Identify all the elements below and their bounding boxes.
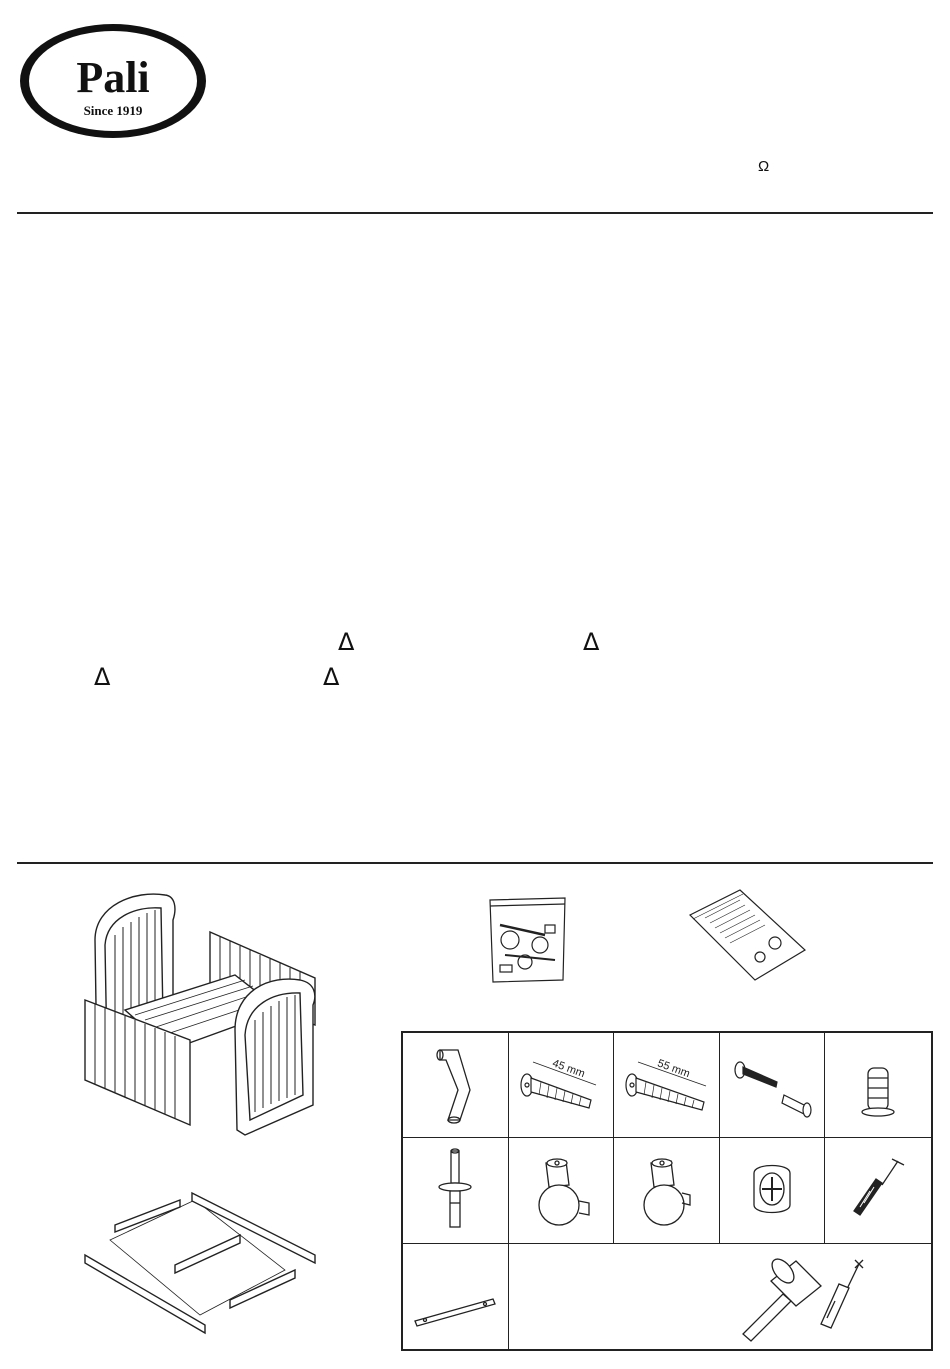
- allen-key-icon: [420, 1040, 490, 1130]
- part-barrel-nut-bolt: [720, 1033, 826, 1138]
- tools-required: [509, 1244, 931, 1349]
- header-symbol: Ω: [758, 158, 770, 175]
- warning-symbol: Δ: [338, 628, 355, 656]
- part-metal-rod: [403, 1244, 509, 1349]
- pali-logo: [18, 22, 208, 140]
- top-divider: [17, 212, 933, 214]
- part-bolt-55mm: [614, 1033, 720, 1138]
- bottom-divider: [17, 862, 933, 864]
- barrel-nut-bolt-icon: [722, 1040, 822, 1130]
- part-locking-caster: [614, 1138, 720, 1243]
- caster-wheel-icon: [521, 1143, 601, 1238]
- part-caster-wheel: [509, 1138, 615, 1243]
- warning-symbol: Δ: [583, 628, 600, 656]
- metal-rod-icon: [405, 1249, 505, 1344]
- dowel-pin-icon: [425, 1143, 485, 1238]
- mattress-support-illustration: [80, 1185, 320, 1335]
- hardware-bag-icon: [485, 890, 570, 985]
- warning-symbol: Δ: [323, 663, 340, 691]
- bolt-45-label: 45 mm: [550, 1057, 587, 1081]
- brand-name: Pali: [76, 53, 150, 102]
- brand-tagline: Since 1919: [83, 103, 143, 118]
- part-hex-key-tool: [825, 1138, 931, 1243]
- instruction-sheet-icon: [685, 885, 810, 985]
- wooden-plug-icon: [848, 1040, 908, 1130]
- cam-lock-icon: [732, 1143, 812, 1238]
- crib-illustration: [75, 880, 325, 1140]
- hardware-parts-grid: [401, 1031, 933, 1351]
- bolt-55-icon: [616, 1040, 716, 1130]
- part-bolt-45mm: [509, 1033, 615, 1138]
- hex-key-tool-icon: [838, 1143, 918, 1238]
- warning-symbol: Δ: [94, 663, 111, 691]
- tools-icon: [731, 1246, 891, 1346]
- part-allen-key: [403, 1033, 509, 1138]
- bolt-55-label: 55 mm: [656, 1057, 692, 1081]
- part-cam-lock: [720, 1138, 826, 1243]
- bolt-45-icon: [511, 1040, 611, 1130]
- part-wooden-plug: [825, 1033, 931, 1138]
- locking-caster-icon: [626, 1143, 706, 1238]
- part-dowel-pin: [403, 1138, 509, 1243]
